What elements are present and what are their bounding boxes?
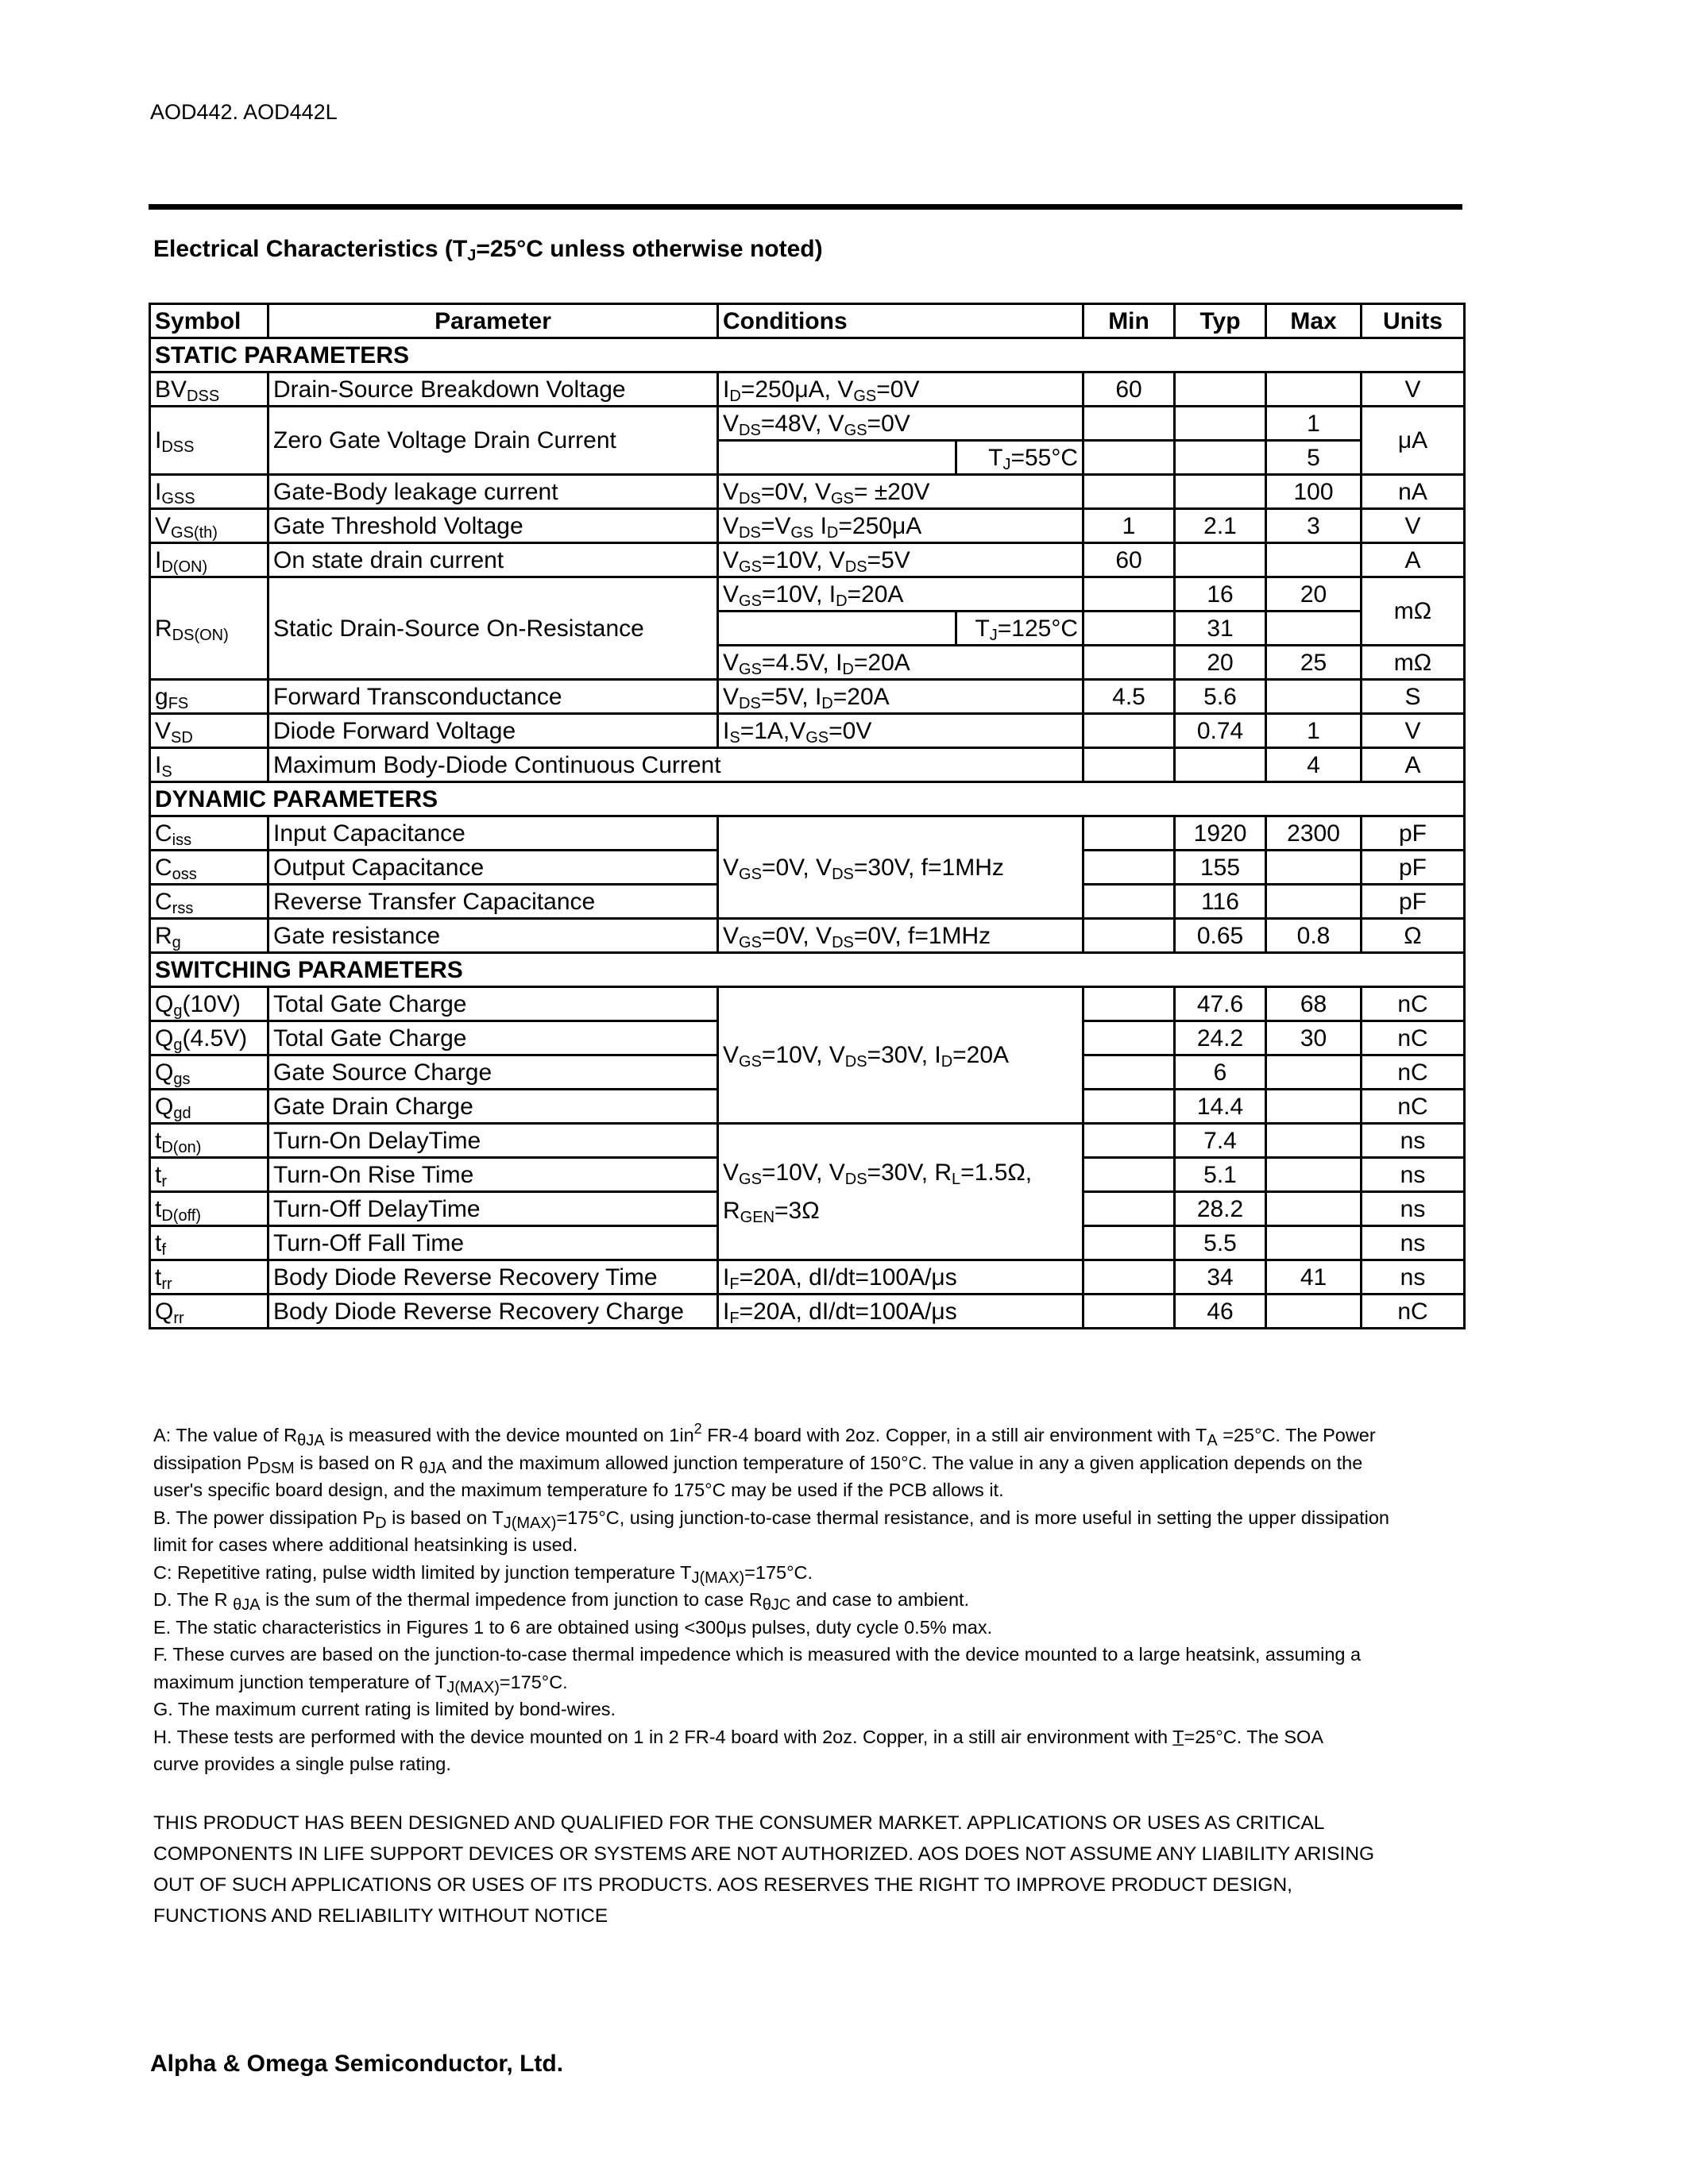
max-cell: 1 — [1266, 714, 1362, 748]
units-cell: Ω — [1362, 919, 1465, 953]
parameter-cell: Turn-On DelayTime — [268, 1124, 718, 1158]
section-heading: Electrical Characteristics ($T_J=25^\circ C$ unless otherwise noted) — [153, 236, 823, 264]
symbol-cell: $I_{DSS}$ — [150, 407, 268, 475]
table-row — [150, 475, 1465, 509]
conditions-tj: $T_J=55^\circ C$ — [956, 441, 1083, 475]
max-cell: 100 — [1266, 475, 1362, 509]
symbol-cell: $Q_{gd}$ — [150, 1090, 268, 1124]
units-cell: ns — [1362, 1124, 1465, 1158]
note-c: C: Repetitive rating, pulse width limited by junction temperature $T_{J(MAX)}=175^\circ C$. — [153, 1561, 813, 1587]
symbol-cell: $t_f$ — [150, 1226, 268, 1260]
max-cell — [1266, 1158, 1362, 1192]
conditions-cell: $V_{DS}=0V$, $V_{GS}= \pm 20V$ — [718, 475, 1083, 509]
header-units: Units — [1362, 304, 1465, 338]
symbol-cell: $Q_g(10V)$ — [150, 987, 268, 1021]
symbol-cell: $g_{FS}$ — [150, 680, 268, 714]
min-cell — [1083, 816, 1175, 851]
section-title: SWITCHING PARAMETERS — [150, 953, 1465, 987]
table-row — [150, 372, 1465, 407]
symbol-cell: $BV_{DSS}$ — [150, 372, 268, 407]
units-cell: nA — [1362, 475, 1465, 509]
max-cell — [1266, 1226, 1362, 1260]
conditions-cell: $V_{GS}=10V$, $V_{DS}=30V$, $I_D=20A$ — [718, 987, 1083, 1124]
note-f: F. These curves are based on the junction-to-case thermal impedence which is measured with the device mounted to a large heatsink, assuming a — [153, 1644, 1362, 1665]
symbol-cell: $t_r$ — [150, 1158, 268, 1192]
conditions-cell: $V_{DS}=V_{GS}$ $I_D=250\mu A$ — [718, 509, 1083, 543]
parameter-cell: Gate-Body leakage current — [268, 475, 718, 509]
units-cell: nC — [1362, 1021, 1465, 1055]
parameter-cell: Total Gate Charge — [268, 987, 718, 1021]
conditions-cell: $V_{DS}=48V$, $V_{GS}=0V$ — [718, 407, 1083, 441]
conditions-blank — [718, 612, 956, 646]
max-cell: 2300 — [1266, 816, 1362, 851]
max-cell: 1 — [1266, 407, 1362, 441]
parameter-cell: On state drain current — [268, 543, 718, 577]
typ-cell: 31 — [1175, 612, 1266, 646]
conditions-cell: $V_{GS}=0V$, $V_{DS}=30V$, f=1MHz — [718, 816, 1083, 919]
table-row — [150, 543, 1465, 577]
units-cell: pF — [1362, 816, 1465, 851]
table-row — [150, 1124, 1465, 1158]
header-typ: Typ — [1175, 304, 1266, 338]
units-cell: A — [1362, 748, 1465, 782]
typ-cell: 14.4 — [1175, 1090, 1266, 1124]
parameter-cell: Gate Threshold Voltage — [268, 509, 718, 543]
min-cell — [1083, 885, 1175, 919]
symbol-cell: $Q_g(4.5V)$ — [150, 1021, 268, 1055]
min-cell — [1083, 1158, 1175, 1192]
symbol-cell: $t_{D(off)}$ — [150, 1192, 268, 1226]
max-cell — [1266, 543, 1362, 577]
max-cell: 3 — [1266, 509, 1362, 543]
conditions-cell: $I_F=20A$, dI/dt=100A/μs — [718, 1295, 1083, 1329]
header-min: Min — [1083, 304, 1175, 338]
parameter-cell: Diode Forward Voltage — [268, 714, 718, 748]
units-cell: S — [1362, 680, 1465, 714]
parameter-cell: Body Diode Reverse Recovery Charge — [268, 1295, 718, 1329]
header-parameter: Parameter — [268, 304, 718, 338]
min-cell — [1083, 1295, 1175, 1329]
parameter-cell: Turn-Off Fall Time — [268, 1226, 718, 1260]
disclaimer — [153, 1808, 1464, 1931]
note-d: D. The R $_{\theta JA}$ is the sum of the thermal impedence from junction to case $R_{\theta JC}$ and case to ambient. — [153, 1589, 970, 1614]
min-cell — [1083, 1021, 1175, 1055]
typ-cell: 116 — [1175, 885, 1266, 919]
typ-cell — [1175, 407, 1266, 441]
disclaimer-line: THIS PRODUCT HAS BEEN DESIGNED AND QUALIFIED FOR THE CONSUMER MARKET. APPLICATIONS OR USES AS CRITICAL — [153, 1812, 1325, 1834]
min-cell — [1083, 646, 1175, 680]
conditions-cell: $V_{GS}=4.5V$, $I_D=20A$ — [718, 646, 1083, 680]
conditions-cell: $V_{GS}=0V$, $V_{DS}=0V$, f=1MHz — [718, 919, 1083, 953]
typ-cell: 28.2 — [1175, 1192, 1266, 1226]
symbol-cell: $V_{SD}$ — [150, 714, 268, 748]
max-cell: 4 — [1266, 748, 1362, 782]
typ-cell: 16 — [1175, 577, 1266, 612]
symbol-cell: $C_{iss}$ — [150, 816, 268, 851]
max-cell: 0.8 — [1266, 919, 1362, 953]
units-cell: nC — [1362, 1055, 1465, 1090]
disclaimer-line: OUT OF SUCH APPLICATIONS OR USES OF ITS PRODUCTS. AOS RESERVES THE RIGHT TO IMPROVE PRODUCT DESIGN, — [153, 1874, 1292, 1896]
max-cell: 20 — [1266, 577, 1362, 612]
min-cell — [1083, 1124, 1175, 1158]
typ-cell — [1175, 441, 1266, 475]
units-cell: ns — [1362, 1192, 1465, 1226]
symbol-cell: $V_{GS(th)}$ — [150, 509, 268, 543]
min-cell: 4.5 — [1083, 680, 1175, 714]
symbol-cell: $C_{oss}$ — [150, 851, 268, 885]
typ-cell: 0.65 — [1175, 919, 1266, 953]
table-row — [150, 577, 1465, 612]
symbol-cell: $t_{rr}$ — [150, 1260, 268, 1295]
symbol-cell: $Q_{gs}$ — [150, 1055, 268, 1090]
table-row — [150, 748, 1465, 782]
symbol-cell: $I_{GSS}$ — [150, 475, 268, 509]
note-b: B. The power dissipation $P_D$ is based on $T_{J(MAX)}=175^\circ C$, using junction-to-case thermal resistance, and is more useful in setting the upper dissipation — [153, 1507, 1389, 1532]
conditions-blank — [718, 441, 956, 475]
table-row — [150, 987, 1465, 1021]
table-row — [150, 1295, 1465, 1329]
table-row — [150, 1260, 1465, 1295]
parameter-cell: Gate Source Charge — [268, 1055, 718, 1090]
typ-cell: 0.74 — [1175, 714, 1266, 748]
units-cell: V — [1362, 509, 1465, 543]
min-cell — [1083, 714, 1175, 748]
symbol-cell: $R_g$ — [150, 919, 268, 953]
min-cell: 60 — [1083, 372, 1175, 407]
conditions-cell: $V_{GS}=10V$, $V_{DS}=30V$, $R_L=1.5\Omega$, $R_{GEN}=3\Omega$ — [718, 1124, 1083, 1260]
min-cell — [1083, 1192, 1175, 1226]
symbol-cell: $C_{rss}$ — [150, 885, 268, 919]
max-cell — [1266, 1295, 1362, 1329]
parameter-cell: Maximum Body-Diode Continuous Current — [268, 748, 1083, 782]
max-cell: 30 — [1266, 1021, 1362, 1055]
conditions-cell: $I_S=1A,V_{GS}=0V$ — [718, 714, 1083, 748]
min-cell: 1 — [1083, 509, 1175, 543]
table-row — [150, 680, 1465, 714]
typ-cell: 1920 — [1175, 816, 1266, 851]
typ-cell: 20 — [1175, 646, 1266, 680]
typ-cell: 5.1 — [1175, 1158, 1266, 1192]
parameter-cell: Total Gate Charge — [268, 1021, 718, 1055]
section-title: STATIC PARAMETERS — [150, 338, 1465, 372]
disclaimer-line: FUNCTIONS AND RELIABILITY WITHOUT NOTICE — [153, 1905, 608, 1927]
max-cell: 68 — [1266, 987, 1362, 1021]
parameter-cell: Forward Transconductance — [268, 680, 718, 714]
section-dynamic — [150, 782, 1465, 816]
min-cell — [1083, 1226, 1175, 1260]
typ-cell: 24.2 — [1175, 1021, 1266, 1055]
table-row — [150, 509, 1465, 543]
table-row — [150, 407, 1465, 441]
symbol-cell: $t_{D(on)}$ — [150, 1124, 268, 1158]
note-h-line2: curve provides a single pulse rating. — [153, 1754, 451, 1774]
max-cell — [1266, 372, 1362, 407]
max-cell — [1266, 1124, 1362, 1158]
min-cell — [1083, 1260, 1175, 1295]
header-conditions: Conditions — [718, 304, 1083, 338]
table-header-row — [150, 304, 1465, 338]
min-cell — [1083, 748, 1175, 782]
parameter-cell: Gate resistance — [268, 919, 718, 953]
parameter-cell: Drain-Source Breakdown Voltage — [268, 372, 718, 407]
parameter-cell: Output Capacitance — [268, 851, 718, 885]
conditions-cell: $V_{GS}=10V$, $I_D=20A$ — [718, 577, 1083, 612]
company-footer: Alpha & Omega Semiconductor, Ltd. — [150, 2051, 564, 2077]
document-title: AOD442. AOD442L — [150, 100, 338, 124]
max-cell: 41 — [1266, 1260, 1362, 1295]
table-row — [150, 714, 1465, 748]
typ-cell: 6 — [1175, 1055, 1266, 1090]
units-cell: pF — [1362, 851, 1465, 885]
note-h: H. These tests are performed with the device mounted on 1 in 2 FR-4 board with 2oz. Copper, in a still air environment with T̲=25°C. The SOA — [153, 1726, 1324, 1747]
min-cell — [1083, 1090, 1175, 1124]
parameter-cell: Zero Gate Voltage Drain Current — [268, 407, 718, 475]
header-max: Max — [1266, 304, 1362, 338]
conditions-cell: $V_{DS}=5V$, $I_D=20A$ — [718, 680, 1083, 714]
min-cell — [1083, 577, 1175, 612]
parameter-cell: Body Diode Reverse Recovery Time — [268, 1260, 718, 1295]
units-cell: ns — [1362, 1260, 1465, 1295]
units-cell: ns — [1362, 1226, 1465, 1260]
units-cell: nC — [1362, 1295, 1465, 1329]
electrical-characteristics-table — [149, 303, 1466, 1329]
units-cell: nC — [1362, 1090, 1465, 1124]
min-cell — [1083, 407, 1175, 441]
min-cell — [1083, 919, 1175, 953]
max-cell: 25 — [1266, 646, 1362, 680]
conditions-cell: $I_D=250\mu A$, $V_{GS}=0V$ — [718, 372, 1083, 407]
header-symbol: Symbol — [150, 304, 268, 338]
min-cell — [1083, 475, 1175, 509]
conditions-tj: $T_J=125^\circ C$ — [956, 612, 1083, 646]
parameter-cell: Reverse Transfer Capacitance — [268, 885, 718, 919]
max-cell — [1266, 885, 1362, 919]
header-rule — [149, 204, 1462, 210]
symbol-cell: $I_{D(ON)}$ — [150, 543, 268, 577]
max-cell — [1266, 680, 1362, 714]
note-a-line2: dissipation $P_{DSM}$ is based on R $_{\theta JA}$ and the maximum allowed junction temperature of 150°C. The value in any a given application depends on the — [153, 1452, 1363, 1477]
section-static — [150, 338, 1465, 372]
max-cell — [1266, 612, 1362, 646]
typ-cell: 47.6 — [1175, 987, 1266, 1021]
note-f-line2: maximum junction temperature of $T_{J(MAX)}=175^\circ C$. — [153, 1671, 568, 1696]
min-cell — [1083, 441, 1175, 475]
typ-cell: 2.1 — [1175, 509, 1266, 543]
parameter-cell: Input Capacitance — [268, 816, 718, 851]
min-cell — [1083, 987, 1175, 1021]
typ-cell: 46 — [1175, 1295, 1266, 1329]
footnotes — [153, 1422, 1464, 1778]
disclaimer-line: COMPONENTS IN LIFE SUPPORT DEVICES OR SYSTEMS ARE NOT AUTHORIZED. AOS DOES NOT ASSUME ANY LIABILITY ARISING — [153, 1843, 1375, 1865]
typ-cell — [1175, 543, 1266, 577]
conditions-cell: $I_F=20A$, dI/dt=100A/μs — [718, 1260, 1083, 1295]
max-cell — [1266, 1192, 1362, 1226]
typ-cell: 7.4 — [1175, 1124, 1266, 1158]
units-cell: ns — [1362, 1158, 1465, 1192]
note-a-line3: user's specific board design, and the maximum temperature fo 175°C may be used if the PCB allows it. — [153, 1480, 1004, 1500]
symbol-cell: $Q_{rr}$ — [150, 1295, 268, 1329]
conditions-cell: $V_{GS}=10V$, $V_{DS}=5V$ — [718, 543, 1083, 577]
note-a: A: The value of $R_{\theta JA}$ is measured with the device mounted on $1in^2$ FR-4 board with 2oz. Copper, in a still air environment with $T_A =25^\circ C$. The Power — [153, 1421, 1376, 1449]
parameter-cell: Gate Drain Charge — [268, 1090, 718, 1124]
symbol-cell: $R_{DS(ON)}$ — [150, 577, 268, 680]
units-cell: mΩ — [1362, 577, 1465, 646]
parameter-cell: Turn-On Rise Time — [268, 1158, 718, 1192]
max-cell — [1266, 851, 1362, 885]
typ-cell — [1175, 372, 1266, 407]
units-cell: V — [1362, 714, 1465, 748]
units-cell: A — [1362, 543, 1465, 577]
units-cell: pF — [1362, 885, 1465, 919]
typ-cell: 34 — [1175, 1260, 1266, 1295]
units-cell: mΩ — [1362, 646, 1465, 680]
parameter-cell: Turn-Off DelayTime — [268, 1192, 718, 1226]
max-cell — [1266, 1090, 1362, 1124]
units-cell: V — [1362, 372, 1465, 407]
min-cell — [1083, 1055, 1175, 1090]
table-row — [150, 816, 1465, 851]
units-cell: μA — [1362, 407, 1465, 475]
parameter-cell: Static Drain-Source On-Resistance — [268, 577, 718, 680]
min-cell: 60 — [1083, 543, 1175, 577]
section-title: DYNAMIC PARAMETERS — [150, 782, 1465, 816]
section-switching — [150, 953, 1465, 987]
units-cell: nC — [1362, 987, 1465, 1021]
note-g: G. The maximum current rating is limited by bond-wires. — [153, 1699, 616, 1719]
max-cell: 5 — [1266, 441, 1362, 475]
symbol-cell: $I_S$ — [150, 748, 268, 782]
typ-cell — [1175, 475, 1266, 509]
max-cell — [1266, 1055, 1362, 1090]
min-cell — [1083, 612, 1175, 646]
note-b-line2: limit for cases where additional heatsinking is used. — [153, 1534, 578, 1555]
typ-cell — [1175, 748, 1266, 782]
typ-cell: 5.6 — [1175, 680, 1266, 714]
note-e: E. The static characteristics in Figures 1 to 6 are obtained using <300μs pulses, duty cycle 0.5% max. — [153, 1616, 993, 1638]
typ-cell: 5.5 — [1175, 1226, 1266, 1260]
typ-cell: 155 — [1175, 851, 1266, 885]
min-cell — [1083, 851, 1175, 885]
table-row — [150, 919, 1465, 953]
